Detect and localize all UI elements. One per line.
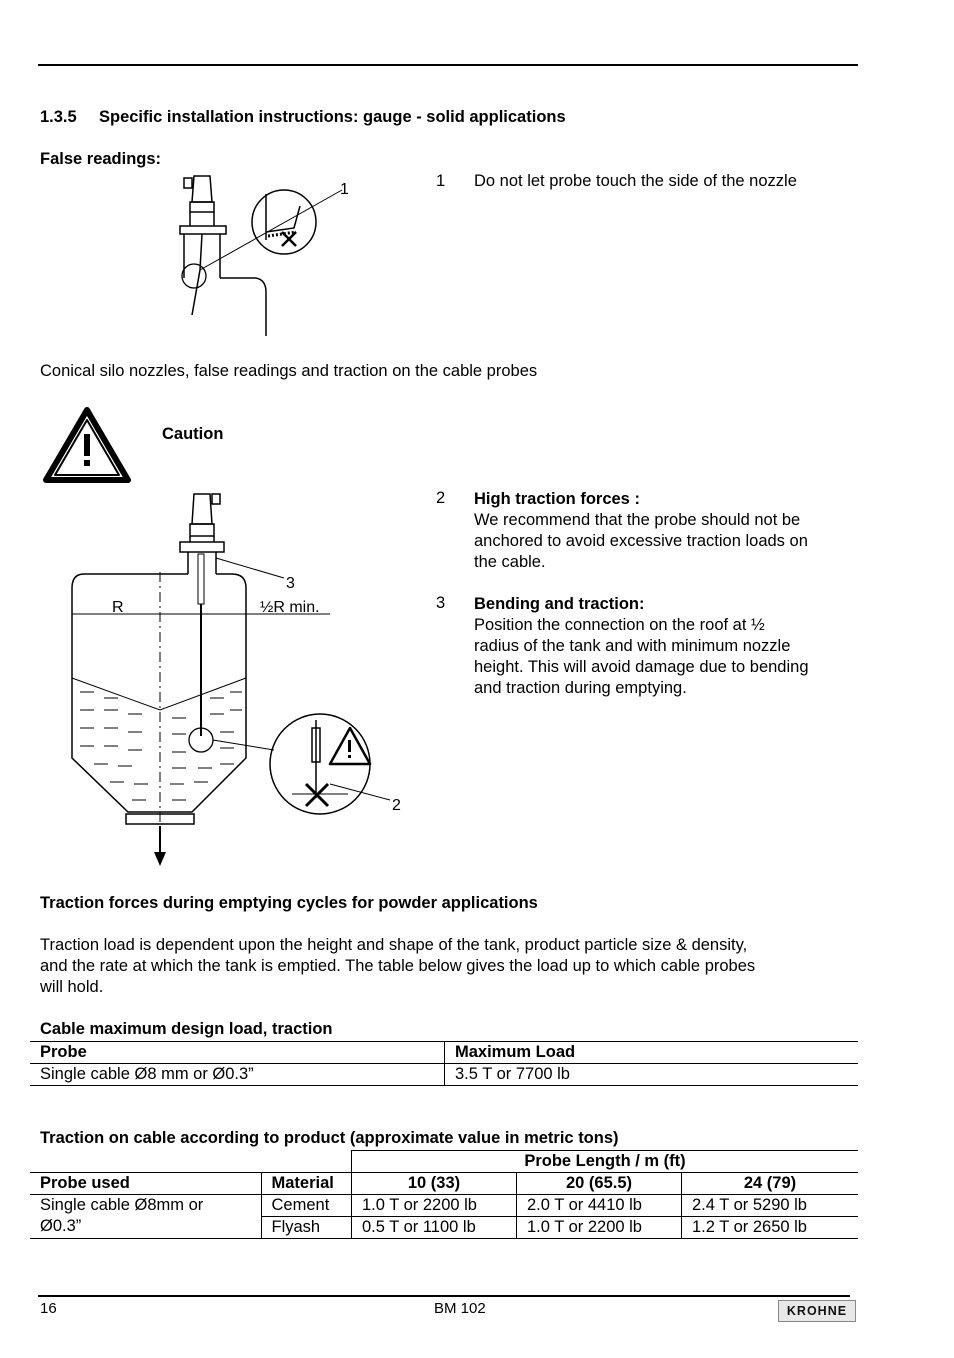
false-readings-heading: False readings: xyxy=(40,150,162,168)
table2-title: Traction on cable according to product (approximate value in metric tons) xyxy=(40,1129,619,1147)
page-number: 16 xyxy=(40,1300,57,1317)
traction-line: and the rate at which the tank is emptied. The table below gives the load up to which cable probes xyxy=(40,957,756,975)
cell-material: Flyash xyxy=(261,1217,352,1239)
callout-2: 2 xyxy=(392,797,401,814)
item-3-line: radius of the tank and with minimum nozzle xyxy=(474,637,791,655)
col-max-load-header: Maximum Load xyxy=(445,1042,859,1064)
traction-paragraph xyxy=(40,935,755,998)
item-3-line: height. This will avoid damage due to bending xyxy=(474,658,809,676)
caution-label: Caution xyxy=(162,425,224,443)
cell-max-load: 3.5 T or 7700 lb xyxy=(445,1064,859,1086)
figure-caption: Conical silo nozzles, false readings and traction on the cable probes xyxy=(40,362,538,380)
col-probe-used: Probe used xyxy=(30,1173,261,1195)
silo-figure xyxy=(60,488,410,870)
item-3-number: 3 xyxy=(436,594,446,612)
col-probe-header: Probe xyxy=(30,1042,445,1064)
label-r: R xyxy=(112,599,124,616)
col-10m: 10 (33) xyxy=(352,1173,517,1195)
item-2-block xyxy=(474,489,808,573)
item-3-line: and traction during emptying. xyxy=(474,679,687,697)
cell-probe: Single cable Ø8 mm or Ø0.3” xyxy=(30,1064,445,1086)
table-row xyxy=(30,1195,858,1217)
traction-table xyxy=(30,1150,858,1239)
cell-value: 1.2 T or 2650 lb xyxy=(682,1217,859,1239)
section-number: 1.3.5 xyxy=(40,108,77,126)
table1-title: Cable maximum design load, traction xyxy=(40,1020,333,1038)
doc-id: BM 102 xyxy=(434,1300,486,1317)
item-2-number: 2 xyxy=(436,489,446,507)
warning-triangle-icon xyxy=(40,404,134,488)
item-1-text: Do not let probe touch the side of the nozzle xyxy=(474,172,797,190)
col-24m: 24 (79) xyxy=(682,1173,859,1195)
table-group-row xyxy=(30,1151,858,1173)
cell-value: 2.0 T or 4410 lb xyxy=(517,1195,682,1217)
krohne-logo: KROHNE xyxy=(778,1300,856,1322)
cell-value: 0.5 T or 1100 lb xyxy=(352,1217,517,1239)
traction-heading: Traction forces during emptying cycles for powder applications xyxy=(40,894,538,912)
item-1-number: 1 xyxy=(436,172,446,190)
header-rule xyxy=(38,64,858,66)
label-half-r: ½R min. xyxy=(260,599,320,616)
footer-rule xyxy=(38,1295,850,1297)
col-material: Material xyxy=(261,1173,352,1195)
cell-probe-used xyxy=(30,1195,261,1239)
item-3-block xyxy=(474,594,809,699)
item-2-line: anchored to avoid excessive traction loads on xyxy=(474,532,808,550)
item-3-title: Bending and traction: xyxy=(474,595,645,613)
item-2-line: We recommend that the probe should not be xyxy=(474,511,801,529)
traction-line: Traction load is dependent upon the height and shape of the tank, product particle size & density, xyxy=(40,936,748,954)
cell-value: 1.0 T or 2200 lb xyxy=(352,1195,517,1217)
item-2-title: High traction forces : xyxy=(474,490,640,508)
cell-material: Cement xyxy=(261,1195,352,1217)
table-row xyxy=(30,1064,858,1086)
item-3-line: Position the connection on the roof at ½ xyxy=(474,616,765,634)
cell-value: 2.4 T or 5290 lb xyxy=(682,1195,859,1217)
table-header-row xyxy=(30,1173,858,1195)
item-2-line: the cable. xyxy=(474,553,546,571)
probe-line: Ø0.3” xyxy=(40,1217,82,1235)
table-header-row xyxy=(30,1042,858,1064)
probe-line: Single cable Ø8mm or xyxy=(40,1196,204,1214)
col-20m: 20 (65.5) xyxy=(517,1173,682,1195)
load-table xyxy=(30,1041,858,1086)
traction-line: will hold. xyxy=(40,978,104,996)
nozzle-figure xyxy=(170,170,360,340)
probe-length-header: Probe Length / m (ft) xyxy=(352,1151,859,1173)
cell-value: 1.0 T or 2200 lb xyxy=(517,1217,682,1239)
callout-1: 1 xyxy=(340,181,349,198)
section-title: Specific installation instructions: gauge - solid applications xyxy=(99,108,566,126)
callout-3: 3 xyxy=(286,575,295,592)
